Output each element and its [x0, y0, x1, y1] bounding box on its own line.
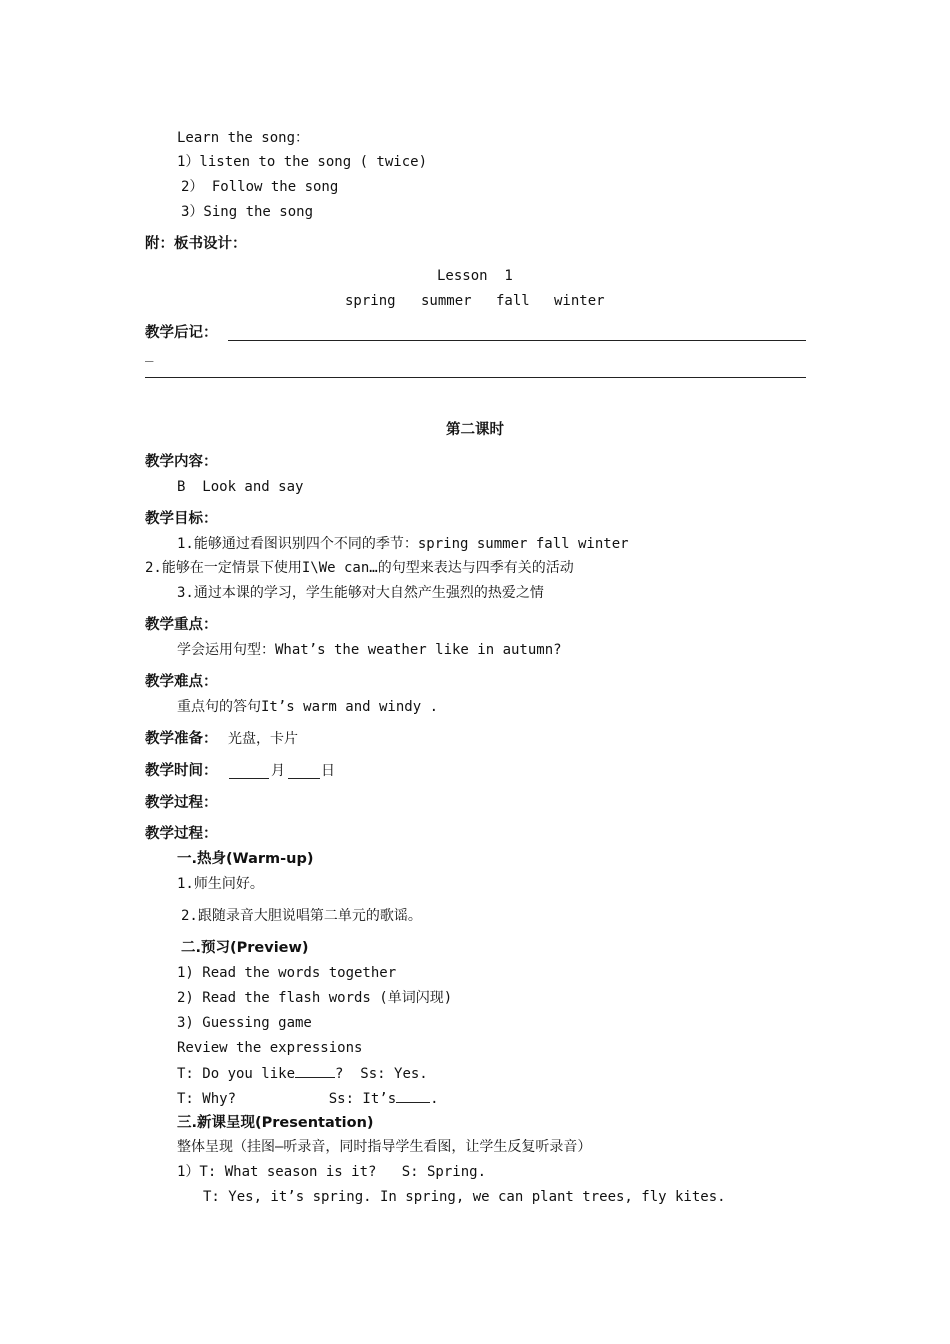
presentation-heading: 三.新课呈现(Presentation): [177, 1115, 374, 1131]
song-step-2: 2） Follow the song: [181, 179, 339, 195]
goals-label: 教学目标：: [145, 511, 218, 527]
preview-heading: 二.预习(Preview): [181, 940, 309, 956]
preview-review: Review the expressions: [177, 1040, 363, 1056]
content-label: 教学内容：: [145, 454, 218, 470]
dialog-1-reply: ? Ss: Yes.: [335, 1066, 428, 1082]
prep-text: 光盘，卡片: [228, 731, 298, 747]
board-word-summer: summer: [421, 293, 472, 309]
reflection-label: 教学后记：: [145, 325, 218, 341]
board-word-spring: spring: [345, 293, 396, 309]
presentation-line-2: T: Yes, it’s spring. In spring, we can plant trees, fly kites.: [203, 1189, 726, 1205]
time-month-blank: [229, 778, 269, 779]
presentation-intro: 整体呈现（挂图—听录音，同时指导学生看图，让学生反复听录音）: [177, 1139, 592, 1155]
board-label: 附：板书设计：: [145, 236, 247, 252]
key-label: 教学重点：: [145, 617, 218, 633]
time-month: 月: [271, 763, 285, 779]
song-heading: Learn the song：: [177, 130, 310, 146]
dialog-2-blank: [396, 1088, 430, 1103]
preview-item-1: 1) Read the words together: [177, 965, 397, 981]
preview-item-3: 3) Guessing game: [177, 1015, 312, 1031]
warmup-heading: 一.热身(Warm-up): [177, 851, 314, 867]
warmup-item-2: 2.跟随录音大胆说唱第二单元的歌谣。: [181, 908, 422, 924]
dialog-2-end: .: [430, 1091, 439, 1107]
song-step-1: 1）listen to the song ( twice): [177, 154, 428, 170]
key-text: 学会运用句型：What’s the weather like in autumn?: [177, 642, 562, 658]
goal-1: 1.能够通过看图识别四个不同的季节：spring summer fall winter: [177, 536, 629, 552]
preview-dialog-2: [177, 1088, 439, 1109]
process-label-2: 教学过程：: [145, 826, 218, 842]
time-day: 日: [321, 763, 335, 779]
reflection-rule: [145, 377, 806, 378]
process-label-1: 教学过程：: [145, 795, 218, 811]
preview-item-2: 2) Read the flash words (单词闪现): [177, 990, 453, 1006]
time-label: 教学时间：: [145, 763, 218, 779]
difficulty-label: 教学难点：: [145, 674, 218, 690]
board-word-fall: fall: [496, 293, 530, 309]
presentation-line-1: 1）T: What season is it? S: Spring.: [177, 1164, 487, 1180]
reflection-underline: [228, 340, 806, 341]
difficulty-text: 重点句的答句It’s warm and windy .: [177, 699, 439, 715]
time-day-blank: [288, 778, 320, 779]
warmup-item-1: 1.师生问好。: [177, 876, 264, 892]
board-word-winter: winter: [554, 293, 605, 309]
prep-label: 教学准备：: [145, 731, 218, 747]
goal-2: 2.能够在一定情景下使用I\We can…的句型来表达与四季有关的活动: [145, 560, 574, 576]
board-title: Lesson 1: [437, 268, 513, 284]
dialog-1-prompt: T: Do you like: [177, 1066, 296, 1082]
lesson2-title: 第二课时: [446, 422, 504, 438]
song-step-3: 3）Sing the song: [181, 204, 314, 220]
goal-3: 3.通过本课的学习，学生能够对大自然产生强烈的热爱之情: [177, 585, 544, 601]
dialog-2-prompt: T: Why? Ss: It’s: [177, 1091, 397, 1107]
preview-dialog-1: [177, 1063, 428, 1084]
content-text: B Look and say: [177, 479, 304, 495]
dialog-1-blank: [295, 1063, 335, 1078]
reflection-dash: _: [145, 346, 154, 362]
